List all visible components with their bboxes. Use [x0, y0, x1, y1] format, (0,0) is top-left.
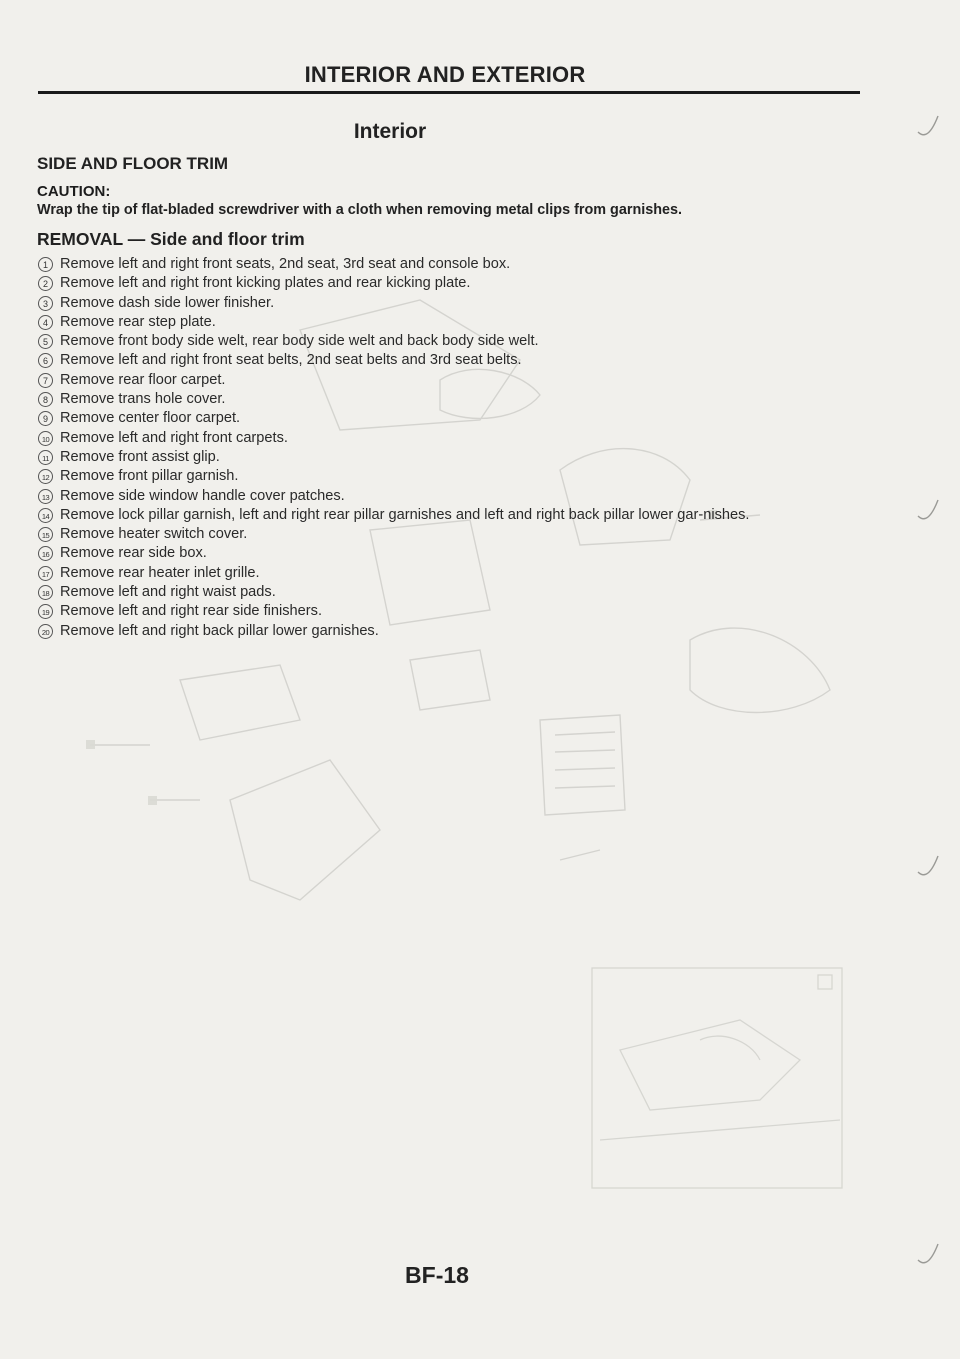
list-item [38, 525, 868, 544]
inset-callout-marker [818, 975, 832, 989]
list-item [38, 371, 868, 390]
step-number-badge: 10 [38, 431, 53, 446]
detail-inset [592, 968, 842, 1188]
diagram-floor-carpet [230, 760, 380, 900]
diagram-inlet-grille [540, 715, 625, 815]
step-text: Remove left and right front seat belts, 2nd seat belts and 3rd seat belts. [60, 352, 522, 369]
list-item [38, 583, 868, 602]
step-text: Remove rear floor carpet. [60, 371, 226, 388]
step-text: Remove rear heater inlet grille. [60, 564, 260, 581]
diagram-side-box [180, 665, 300, 740]
step-number-badge: 18 [38, 585, 53, 600]
list-item [38, 622, 868, 641]
step-text: Remove heater switch cover. [60, 526, 248, 543]
step-text: Remove dash side lower finisher. [60, 294, 275, 311]
step-number-badge: 6 [38, 353, 53, 368]
removal-heading: REMOVAL — Side and floor trim [37, 229, 305, 249]
list-item [38, 313, 868, 332]
step-text: Remove trans hole cover. [60, 391, 226, 408]
page-header-title: INTERIOR AND EXTERIOR [304, 62, 586, 87]
list-item [38, 351, 868, 370]
inset-panel-edge [600, 1120, 840, 1140]
step-number-badge: 11 [38, 450, 53, 465]
list-item [38, 255, 868, 274]
list-item [38, 506, 868, 525]
step-text: Remove rear side box. [60, 545, 207, 562]
list-item [38, 544, 868, 563]
step-number-badge: 16 [38, 546, 53, 561]
step-text: Remove left and right waist pads. [60, 584, 276, 601]
step-text: Remove rear step plate. [60, 313, 216, 330]
step-number-badge: 14 [38, 508, 53, 523]
step-number-badge: 2 [38, 276, 53, 291]
inset-screwdriver [700, 1036, 760, 1060]
step-number-badge: 8 [38, 392, 53, 407]
list-item [38, 448, 868, 467]
list-item [38, 429, 868, 448]
list-item [38, 390, 868, 409]
inset-frame [592, 968, 842, 1188]
page-number: BF-18 [405, 1262, 469, 1288]
step-number-badge: 17 [38, 566, 53, 581]
step-text: Remove left and right front carpets. [60, 429, 288, 446]
step-text: Remove center floor carpet. [60, 410, 241, 427]
step-text: Remove left and right back pillar lower garnishes. [60, 622, 379, 639]
step-number-badge: 12 [38, 469, 53, 484]
list-item [38, 602, 868, 621]
diagram-callout-marker [148, 796, 157, 805]
header-rule [38, 91, 860, 94]
step-number-badge: 9 [38, 411, 53, 426]
list-item [38, 564, 868, 583]
step-number-badge: 4 [38, 315, 53, 330]
binder-hole-mark [916, 496, 940, 526]
step-number-badge: 3 [38, 296, 53, 311]
step-text: Remove front body side welt, rear body side welt and back body side welt. [60, 333, 539, 350]
diagram-grille-slats [555, 732, 615, 788]
removal-steps-list [38, 255, 868, 641]
list-item [38, 274, 868, 293]
inset-clip-part [620, 1020, 800, 1110]
step-text: Remove front pillar garnish. [60, 468, 239, 485]
caution-text: Wrap the tip of flat-bladed screwdriver with a cloth when removing metal clips from garnishes. [37, 202, 683, 218]
diagram-callout-marker [86, 740, 95, 749]
diagram-finisher-part [410, 650, 490, 710]
subheading: SIDE AND FLOOR TRIM [37, 154, 229, 173]
step-text: Remove front assist glip. [60, 448, 220, 465]
list-item [38, 332, 868, 351]
step-number-badge: 1 [38, 257, 53, 272]
step-number-badge: 20 [38, 624, 53, 639]
step-text: Remove lock pillar garnish, left and right rear pillar garnishes and left and right back pillar lower gar-nishes. [60, 506, 750, 523]
list-item [38, 467, 868, 486]
step-text: Remove left and right front seats, 2nd seat, 3rd seat and console box. [60, 256, 511, 272]
step-number-badge: 5 [38, 334, 53, 349]
list-item [38, 409, 868, 428]
binder-hole-mark [916, 1240, 940, 1270]
binder-hole-mark [916, 112, 940, 142]
caution-label: CAUTION: [37, 183, 111, 200]
step-number-badge: 19 [38, 604, 53, 619]
step-number-badge: 7 [38, 373, 53, 388]
step-number-badge: 15 [38, 527, 53, 542]
step-number-badge: 13 [38, 489, 53, 504]
step-text: Remove left and right front kicking plates and rear kicking plate. [60, 275, 471, 292]
step-text: Remove left and right rear side finishers. [60, 603, 322, 620]
step-text: Remove side window handle cover patches. [60, 487, 345, 504]
binder-hole-mark [916, 852, 940, 882]
list-item [38, 294, 868, 313]
section-title: Interior [353, 120, 427, 143]
list-item [38, 487, 868, 506]
